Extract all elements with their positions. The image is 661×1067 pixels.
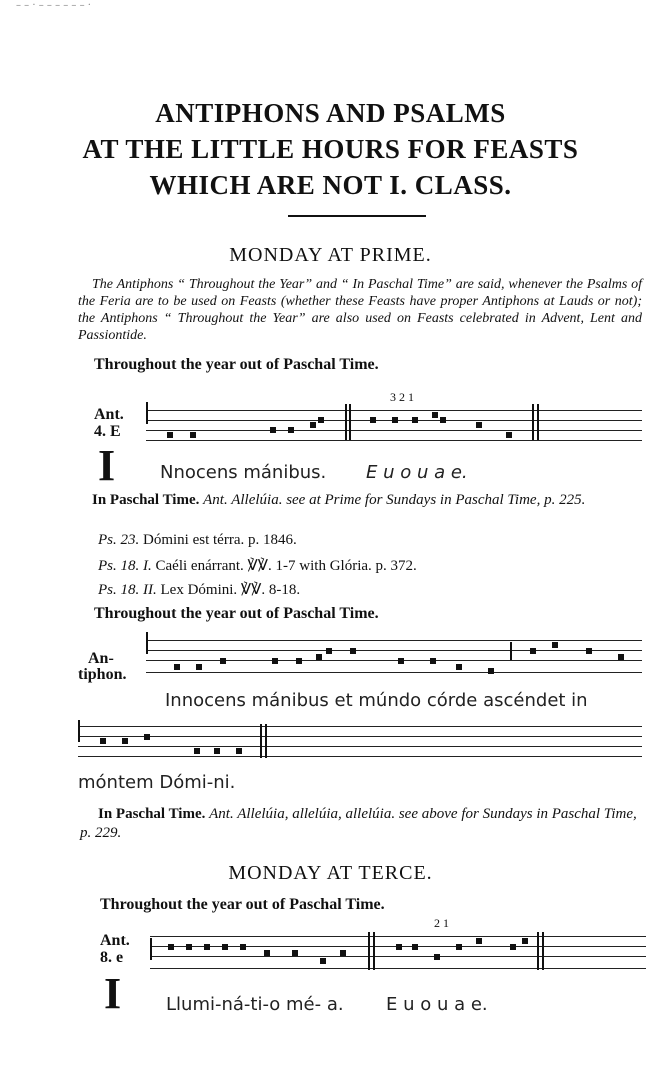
note [316, 654, 322, 660]
bar-line [260, 724, 262, 758]
prime-antiphon-1 [0, 388, 661, 488]
note [552, 642, 558, 648]
note [194, 748, 200, 754]
note [618, 654, 624, 660]
note [144, 734, 150, 740]
note [412, 417, 418, 423]
antiphon-label-2: tiphon. [78, 666, 127, 683]
bar-line [532, 404, 534, 440]
bar-line [537, 404, 539, 440]
bar-line [537, 932, 539, 970]
note [350, 648, 356, 654]
note [272, 658, 278, 664]
note [288, 427, 294, 433]
title-line-1: ANTIPHONS AND PSALMS [155, 98, 506, 128]
note [434, 954, 440, 960]
bar-line [349, 404, 351, 440]
note [190, 432, 196, 438]
antiphon-label: Ant. [94, 406, 124, 423]
paschal-label: In Paschal Time. [98, 806, 206, 822]
psalm-text: Caéli enárrant. ℣℣. 1-7 with Glória. p. 372. [155, 558, 417, 574]
paschal-text: Ant. Allelúia. see at Prime for Sundays in Paschal Time, p. 225. [203, 492, 586, 508]
mode-numbers: 2 1 [434, 916, 449, 930]
antiphon-mode: 4. E [94, 423, 121, 440]
antiphon-lyric: Llumi-ná-ti-o mé- a. [166, 994, 344, 1015]
note [586, 648, 592, 654]
paschal-note-1 [78, 491, 642, 510]
title-rule [288, 215, 426, 217]
terce-section-1: Throughout the year out of Paschal Time. [100, 896, 385, 913]
note [214, 748, 220, 754]
note [432, 412, 438, 418]
note [292, 950, 298, 956]
psalm-text: Dómini est térra. p. 1846. [143, 532, 297, 548]
note [340, 950, 346, 956]
note [456, 664, 462, 670]
note [522, 938, 528, 944]
note [430, 658, 436, 664]
staff-line [78, 726, 642, 727]
note [236, 748, 242, 754]
note [270, 427, 276, 433]
note [506, 432, 512, 438]
note [167, 432, 173, 438]
note [392, 417, 398, 423]
antiphon-lyric-2: móntem Dómi-ni. [78, 772, 236, 793]
staff-line [146, 650, 642, 651]
terce-antiphon-1 [0, 914, 661, 1024]
terce-heading: MONDAY AT TERCE. [228, 862, 433, 884]
note [296, 658, 302, 664]
staff-line [150, 956, 646, 957]
bar-line [265, 724, 267, 758]
note [264, 950, 270, 956]
prime-section-1: Throughout the year out of Paschal Time. [94, 356, 379, 373]
psalm-text: Lex Dómini. ℣℣. 8-18. [160, 582, 301, 598]
prime-heading: MONDAY AT PRIME. [229, 244, 432, 266]
staff-line [150, 936, 646, 937]
title-line-2: AT THE LITTLE HOURS FOR FEASTS [82, 134, 579, 164]
note [168, 944, 174, 950]
note [310, 422, 316, 428]
clef [146, 632, 148, 654]
note [456, 944, 462, 950]
note [222, 944, 228, 950]
note [412, 944, 418, 950]
note [204, 944, 210, 950]
staff-line [146, 440, 642, 441]
clef [150, 938, 152, 960]
paschal-label: In Paschal Time. [92, 492, 200, 508]
bar-line [542, 932, 544, 970]
antiphon-label: Ant. [100, 932, 130, 949]
psalm-2 [98, 556, 417, 575]
note [240, 944, 246, 950]
antiphon-lyric: Nnocens mánibus. [160, 462, 327, 483]
note [530, 648, 536, 654]
note [396, 944, 402, 950]
note [100, 738, 106, 744]
top-marks: – – · – – – – – – · [16, 0, 91, 11]
euouae: E u o u a e. [366, 462, 468, 483]
note [476, 422, 482, 428]
psalm-number: Ps. 18. I. [98, 558, 152, 574]
note [326, 648, 332, 654]
staff-line [146, 430, 642, 431]
staff-line [78, 736, 642, 737]
bar-line [345, 404, 347, 440]
euouae: E u o u a e. [386, 994, 488, 1015]
initial-letter: I [98, 441, 116, 490]
mode-numbers: 3 2 1 [390, 390, 414, 404]
title-line-3: WHICH ARE NOT I. CLASS. [149, 170, 512, 200]
staff-line [78, 746, 642, 747]
bar-line [373, 932, 375, 970]
staff-line [150, 968, 646, 969]
note [196, 664, 202, 670]
psalm-number: Ps. 23. [98, 532, 140, 548]
staff-line [146, 640, 642, 641]
bar-line [510, 642, 512, 660]
note [488, 668, 494, 674]
antiphon-lyric-1: Innocens mánibus et múndo córde ascéndet in [165, 690, 588, 711]
note [122, 738, 128, 744]
psalm-1 [98, 532, 297, 549]
paschal-text: Ant. Allelúia, allelúia, allelúia. see above for Sundays in Paschal Time, p. 229. [80, 806, 637, 841]
initial-letter: I [104, 969, 122, 1018]
note [398, 658, 404, 664]
note [370, 417, 376, 423]
note [186, 944, 192, 950]
paschal-note-2 [80, 805, 644, 843]
note [440, 417, 446, 423]
note [220, 658, 226, 664]
note [174, 664, 180, 670]
note [320, 958, 326, 964]
note [510, 944, 516, 950]
staff-line [146, 410, 642, 411]
note [476, 938, 482, 944]
staff-line [78, 756, 642, 757]
staff-line [146, 672, 642, 673]
psalm-3 [98, 580, 300, 599]
antiphon-label: An- [88, 650, 114, 667]
clef [146, 402, 148, 424]
note [318, 417, 324, 423]
psalm-number: Ps. 18. II. [98, 582, 157, 598]
clef [78, 720, 80, 742]
prime-antiphon-2 [0, 628, 661, 798]
antiphon-mode: 8. e [100, 949, 124, 966]
prime-rubric: The Antiphons “ Throughout the Year” and “ In Paschal Time” are said, whenever the Psalms of the Feria are to be used on Feasts (whether these Feasts have proper Antiphons at Lauds or not); the Antiphons “ Throughout the Year” are also used on Feasts celebrated in Advent, Lent and Passiontide. [78, 277, 642, 343]
prime-section-2: Throughout the year out of Paschal Time. [94, 605, 379, 622]
bar-line [368, 932, 370, 970]
